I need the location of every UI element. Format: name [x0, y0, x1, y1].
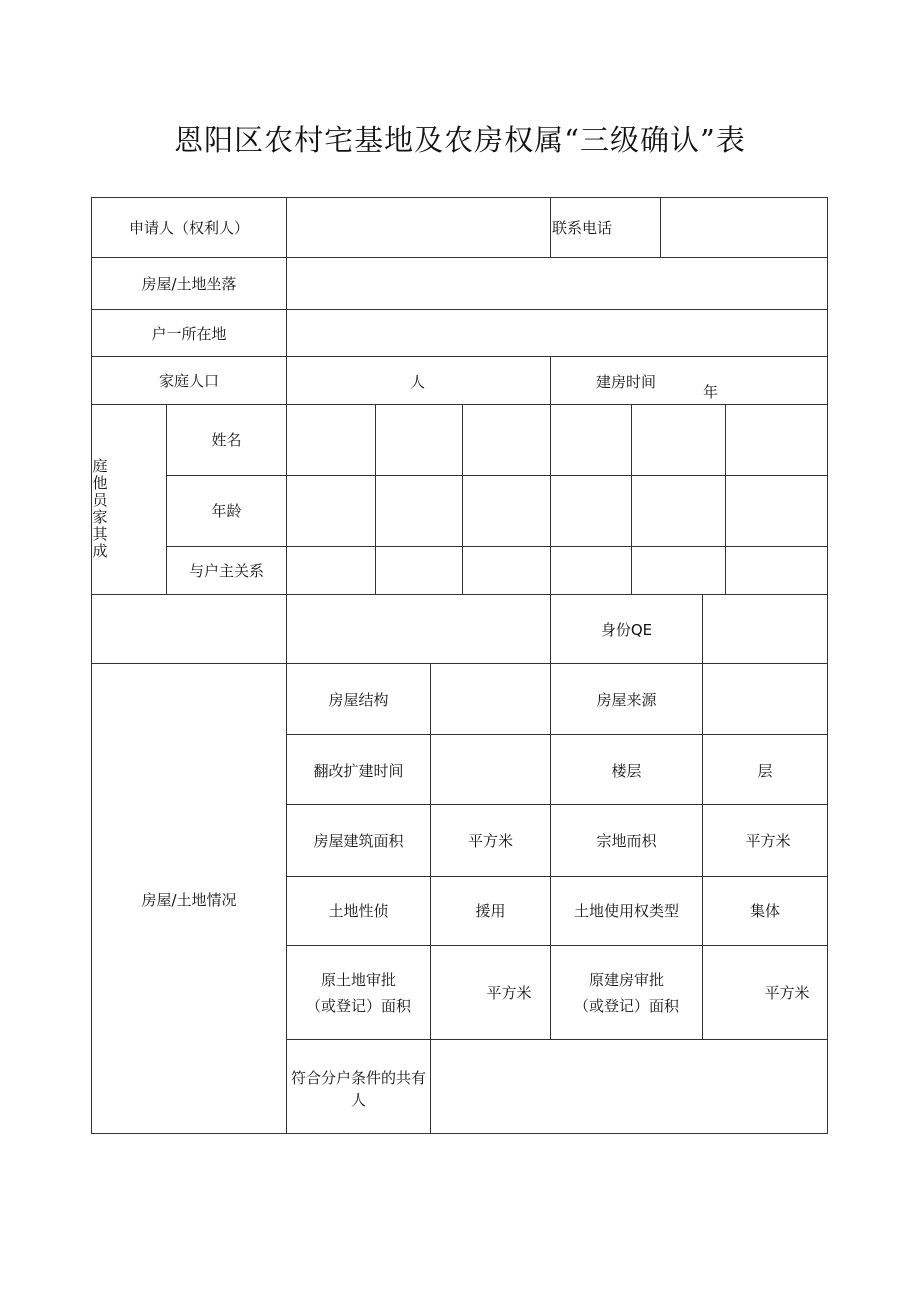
co-owner-line1: 符合分户条件的共有	[290, 1069, 426, 1087]
parcel-area-unit: 平方米	[745, 832, 791, 850]
hukou-label: 户一所在地	[151, 325, 227, 343]
family-pop-unit: 人	[410, 373, 426, 391]
hukou-field[interactable]	[288, 311, 826, 355]
age-label: 年龄	[211, 502, 242, 520]
renovation-label: 翻改扩建时间	[313, 762, 404, 780]
structure-field[interactable]	[432, 665, 549, 733]
applicant-label: 申请人（权利人）	[128, 219, 249, 237]
phone-field[interactable]	[662, 199, 826, 256]
family-pop-label: 家庭人口	[158, 372, 219, 390]
land-right-type-value: 集体	[749, 902, 780, 920]
land-nature-label: 土地性侦	[328, 902, 389, 920]
id-row-left-field[interactable]	[93, 596, 285, 662]
orig-land-unit: 平方米	[486, 984, 532, 1002]
land-nature-value: 援用	[475, 902, 506, 920]
floor-label: 楼层	[611, 762, 642, 780]
situation-label: 房屋/土地情况	[141, 891, 237, 909]
co-owner-field[interactable]	[432, 1041, 826, 1132]
structure-label: 房屋结构	[328, 691, 389, 709]
build-time-unit: 年	[703, 383, 719, 401]
members-label: 庭 他 员 家 其 成	[92, 457, 108, 560]
id-field[interactable]	[704, 596, 826, 662]
location-field[interactable]	[288, 259, 826, 308]
id-label: 身份QE	[600, 621, 653, 639]
applicant-field[interactable]	[288, 199, 549, 256]
relation-label: 与户主关系	[188, 562, 264, 580]
floor-unit: 层	[757, 762, 773, 780]
source-label: 房屋来源	[596, 691, 657, 709]
orig-house-unit: 平方米	[764, 984, 810, 1002]
land-right-type-label: 土地使用权类型	[573, 902, 679, 920]
building-area-label: 房屋建筑面积	[313, 832, 404, 850]
renovation-field[interactable]	[432, 736, 549, 803]
phone-label: 联系电话	[552, 219, 613, 237]
document-title: 恩阳区农村宅基地及农房权属“三级确认”表	[174, 123, 746, 157]
orig-land-line1: 原土地审批	[320, 971, 396, 989]
id-row-middle-field[interactable]	[288, 596, 549, 662]
source-field[interactable]	[704, 665, 826, 733]
name-label: 姓名	[211, 431, 242, 449]
co-owner-line2: 人	[350, 1091, 366, 1109]
build-time-label: 建房时间	[596, 373, 657, 391]
building-area-unit: 平方米	[467, 832, 513, 850]
parcel-area-label: 宗地而枳	[596, 832, 657, 850]
location-label: 房屋/土地坐落	[141, 275, 237, 293]
orig-land-line2: （或登记）面积	[305, 997, 411, 1015]
orig-house-line1: 原建房审批	[588, 971, 664, 989]
orig-house-line2: （或登记）面积	[573, 997, 679, 1015]
